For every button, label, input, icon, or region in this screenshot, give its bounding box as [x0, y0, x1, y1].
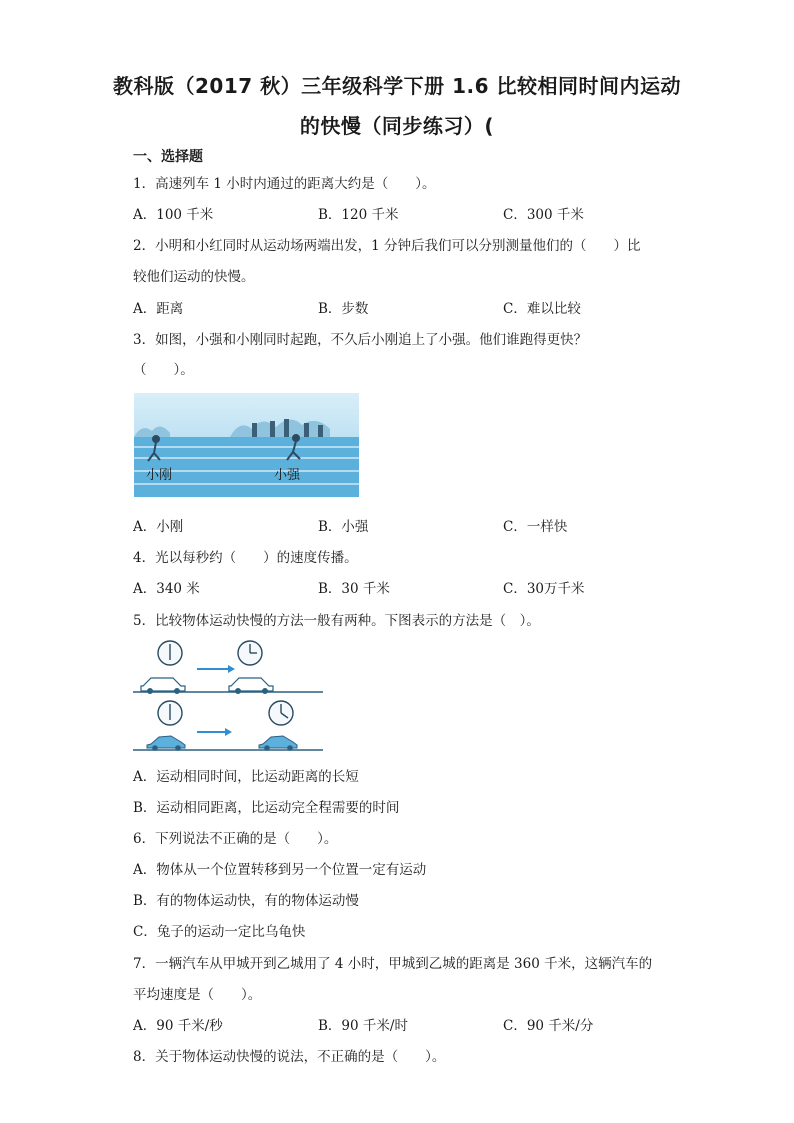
- question-4: 4．光以每秒约（ ）的速度传播。: [133, 550, 358, 566]
- q4-option-c[interactable]: C．30万千米: [503, 581, 585, 597]
- q7-option-c[interactable]: C．90 千米/分: [503, 1018, 594, 1034]
- title-line-2: 的快慢（同步练习）(: [299, 114, 495, 138]
- title-line-1: 教科版（2017 秋）三年级科学下册 1.6 比较相同时间内运动: [113, 74, 681, 98]
- q4-option-b[interactable]: B．30 千米: [318, 581, 390, 597]
- q7-option-b[interactable]: B．90 千米/时: [318, 1018, 408, 1034]
- q2-option-b[interactable]: B．步数: [318, 301, 369, 317]
- clock-icon: [158, 641, 182, 665]
- q5-option-a[interactable]: A．运动相同时间，比运动距离的长短: [133, 769, 359, 785]
- q3-option-b[interactable]: B．小强: [318, 519, 369, 535]
- q4-option-a[interactable]: A．340 米: [133, 581, 200, 597]
- car-icon: [147, 736, 185, 751]
- question-5: 5．比较物体运动快慢的方法一般有两种。下图表示的方法是（ ）。: [133, 613, 540, 629]
- running-track-figure: [134, 393, 359, 497]
- car-icon: [259, 736, 297, 751]
- q3-option-c[interactable]: C．一样快: [503, 519, 568, 535]
- question-8: 8．关于物体运动快慢的说法，不正确的是（ ）。: [133, 1049, 446, 1065]
- question-3-line-1: 3．如图，小强和小刚同时起跑，不久后小刚追上了小强。他们谁跑得更快？: [133, 332, 588, 348]
- question-6: 6．下列说法不正确的是（ ）。: [133, 831, 338, 847]
- q1-option-c[interactable]: C．300 千米: [503, 207, 584, 223]
- q2-option-a[interactable]: A．距离: [133, 301, 184, 317]
- q6-option-b[interactable]: B．有的物体运动快，有的物体运动慢: [133, 893, 359, 909]
- q2-option-c[interactable]: C．难以比较: [503, 301, 581, 317]
- question-7-line-1: 7．一辆汽车从甲城开到乙城用了 4 小时，甲城到乙城的距离是 360 千米，这辆汽车的: [133, 956, 653, 972]
- question-1: 1．高速列车 1 小时内通过的距离大约是（ ）。: [133, 176, 436, 192]
- q1-option-b[interactable]: B．120 千米: [318, 207, 399, 223]
- q7-option-a[interactable]: A．90 千米/秒: [133, 1018, 223, 1034]
- q6-option-c[interactable]: C．兔子的运动一定比乌龟快: [133, 924, 306, 940]
- clock-icon: [269, 701, 293, 725]
- label-xiaoqiang: 小强: [274, 468, 301, 483]
- clock-icon: [158, 701, 182, 725]
- question-2-line-1: 2．小明和小红同时从运动场两端出发，1 分钟后我们可以分别测量他们的（ ）比: [133, 238, 641, 254]
- question-7-line-2: 平均速度是（ ）。: [133, 987, 262, 1003]
- clock-car-figure: [133, 636, 325, 752]
- question-3-line-2: （ ）。: [133, 362, 194, 378]
- q1-option-a[interactable]: A．100 千米: [133, 207, 214, 223]
- q6-option-a[interactable]: A．物体从一个位置转移到另一个位置一定有运动: [133, 862, 427, 878]
- q5-option-b[interactable]: B．运动相同距离，比运动完全程需要的时间: [133, 800, 400, 816]
- question-2-line-2: 较他们运动的快慢。: [133, 269, 255, 285]
- section-heading: 一、选择题: [133, 149, 203, 165]
- clock-icon: [238, 641, 262, 665]
- q3-option-a[interactable]: A．小刚: [133, 519, 184, 535]
- label-xiaogang: 小刚: [146, 468, 173, 483]
